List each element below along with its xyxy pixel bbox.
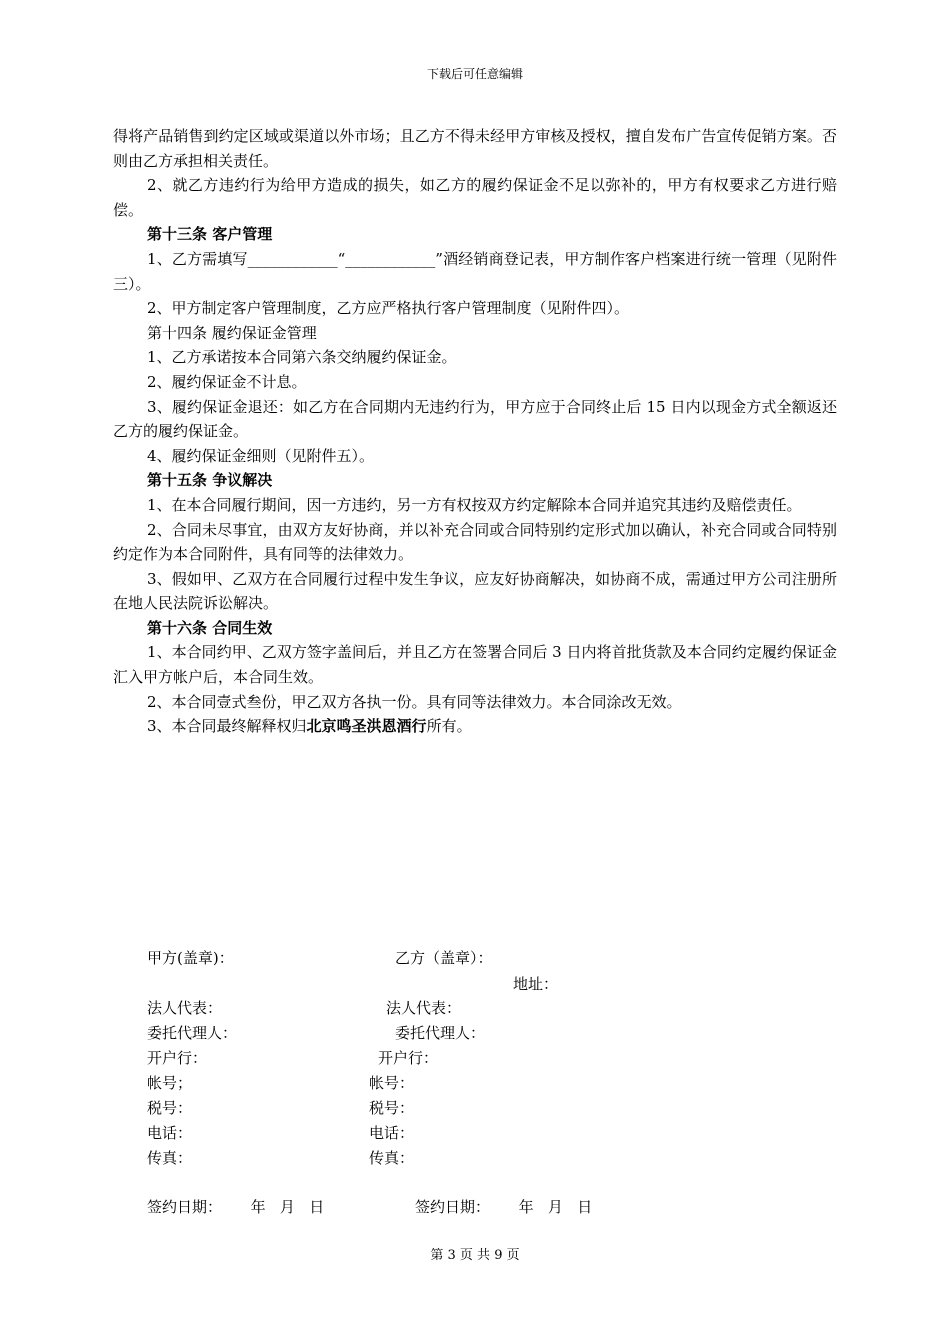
paragraph: 1、本合同约甲、乙双方签字盖间后，并且乙方在签署合同后 3 日内将首批货款及本合同约定履约保证金汇入甲方帐户后，本合同生效。 [113,643,837,687]
party-b-fax-label: 传真： [369,1149,415,1167]
party-a-tax-label: 税号： [147,1099,193,1117]
party-b-address-label: 地址： [513,975,559,993]
header-note: 下载后可任意编辑 [426,67,523,81]
page-number: 第 3 页 共 9 页 [430,1248,520,1263]
article-14-heading: 第十四条 履约保证金管理 [147,323,317,342]
paragraph: 得将产品销售到约定区域或渠道以外市场；且乙方不得未经甲方审核及授权，擅自发布广告宣传促销方案。否则由乙方承担相关责任。 [113,127,837,170]
party-a-account-label: 帐号； [147,1074,193,1092]
party-b-phone-label: 电话： [369,1124,415,1142]
party-b-tax-label: 税号： [369,1099,415,1117]
paragraph: 4、履约保证金细则（见附件五）。 [147,446,375,465]
article-16-heading: 第十六条 合同生效 [147,618,273,637]
party-a-sign-date: 签约日期： 年 月 日 [147,1198,325,1216]
party-a-fax-label: 传真： [147,1149,193,1167]
party-a-seal-label: 甲方(盖章)： [147,949,234,967]
paragraph: 2、甲方制定客户管理制度，乙方应严格执行客户管理制度（见附件四）。 [147,299,630,318]
party-a-legal-rep-label: 法人代表： [147,999,223,1017]
paragraph [113,714,837,739]
company-name: 北京鸣圣洪恩酒行 [306,717,427,736]
contract-body [113,124,837,739]
article-13-heading: 第十三条 客户管理 [147,225,273,244]
paragraph: 2、合同未尽事宜，由双方友好协商，并以补充合同或合同特别约定形式加以确认，补充合同或合同特别约定作为本合同附件，具有同等的法律效力。 [113,520,837,564]
party-b-bank-label: 开户行： [378,1049,439,1067]
party-b-sign-date: 签约日期： 年 月 日 [415,1198,593,1216]
party-a-phone-label: 电话： [147,1124,193,1142]
paragraph: 2、就乙方违约行为给甲方造成的损失，如乙方的履约保证金不足以弥补的，甲方有权要求乙方进行赔偿。 [113,176,837,219]
paragraph: 2、履约保证金不计息。 [147,372,307,391]
party-a-bank-label: 开户行： [147,1049,208,1067]
article-15-heading: 第十五条 争议解决 [147,471,273,490]
paragraph: 1、乙方需填写____________“____________”酒经销商登记表，甲方制作客户档案进行统一管理（见附件三）。 [113,249,837,293]
paragraph-prefix: 3、本合同最终解释权归 [147,717,307,736]
paragraph: 1、在本合同履行期间，因一方违约，另一方有权按双方约定解除本合同并追究其违约及赔偿责任。 [147,495,802,514]
party-b-legal-rep-label: 法人代表： [386,999,462,1017]
paragraph: 1、乙方承诺按本合同第六条交纳履约保证金。 [147,348,457,367]
paragraph: 3、假如甲、乙双方在合同履行过程中发生争议，应友好协商解决，如协商不成，需通过甲方公司注册所在地人民法院诉讼解决。 [113,569,837,613]
party-b-seal-label: 乙方（盖章）： [395,949,493,967]
party-a-agent-label: 委托代理人： [147,1024,238,1042]
party-b-agent-label: 委托代理人： [395,1024,486,1042]
paragraph: 3、履约保证金退还：如乙方在合同期内无违约行为，甲方应于合同终止后 15 日内以现金方式全额返还乙方的履约保证金。 [113,397,837,441]
party-b-account-label: 帐号： [369,1074,415,1092]
paragraph-suffix: 所有。 [426,717,472,736]
paragraph: 2、本合同壹式叁份，甲乙双方各执一份。具有同等法律效力。本合同涂改无效。 [147,692,682,711]
